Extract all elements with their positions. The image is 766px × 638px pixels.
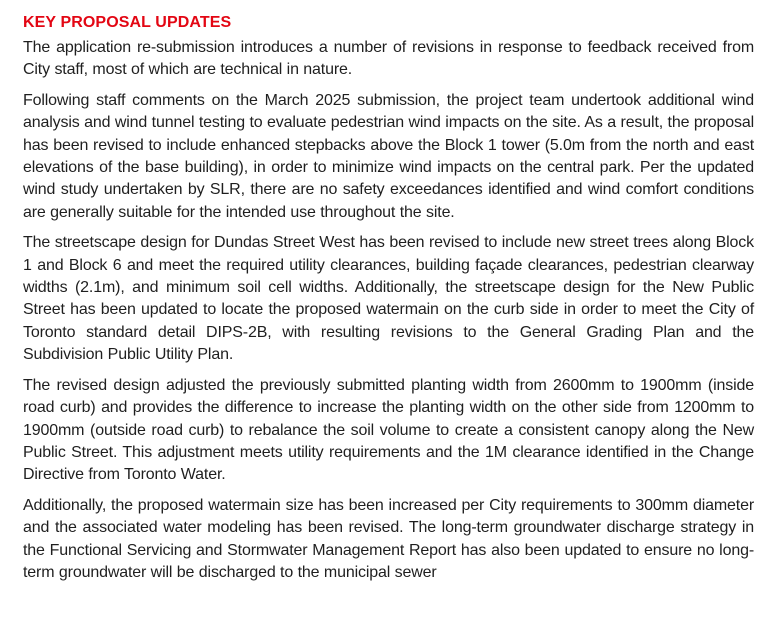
section-heading: KEY PROPOSAL UPDATES bbox=[23, 14, 232, 31]
paragraph-planting-width: The revised design adjusted the previously submitted planting width from 2600mm to 1900mm (inside road curb) and provides the difference to increase the planting width on the other side from 1200mm to 1900mm (outside road curb) to rebalance the soil volume to create a consistent canopy along the New Public Street. This adjustment meets utility requirements and the 1M clearance identified in the Change Directive from Toronto Water. bbox=[23, 376, 754, 484]
paragraph-streetscape-design: The streetscape design for Dundas Street West has been revised to include new street trees along Block 1 and Block 6 and meet the required utility clearances, building façade clearances, pedestrian clearway widths (2.1m), and minimum soil cell widths. Additionally, the streetscape design for the New Public Street has been updated to locate the proposed watermain on the curb side in order to meet the City of Toronto standard detail DIPS-2B, with resulting revisions to the General Grading Plan and the Subdivision Public Utility Plan. bbox=[23, 234, 754, 364]
paragraph-watermain-groundwater: Additionally, the proposed watermain size has been increased per City requirements to 300mm diameter and the associated water modeling has been revised. The long-term groundwater discharge strategy in the Functional Servicing and Stormwater Management Report has also been updated to ensure no long-term groundwater will be discharged to the municipal sewer bbox=[23, 496, 754, 581]
document-page bbox=[23, 13, 754, 592]
paragraph-wind-analysis: Following staff comments on the March 2025 submission, the project team undertook additional wind analysis and wind tunnel testing to evaluate pedestrian wind impacts on the site. As a result, the proposal has been revised to include enhanced stepbacks above the Block 1 tower (5.0m from the north and east elevations of the base building), in order to minimize wind impacts on the central park. Per the updated wind study undertaken by SLR, there are no safety exceedances identified and wind comfort conditions are generally suitable for the intended use throughout the site. bbox=[23, 91, 754, 221]
paragraph-resubmission-intro: The application re-submission introduces a number of revisions in response to feedback received from City staff, most of which are technical in nature. bbox=[23, 39, 754, 79]
